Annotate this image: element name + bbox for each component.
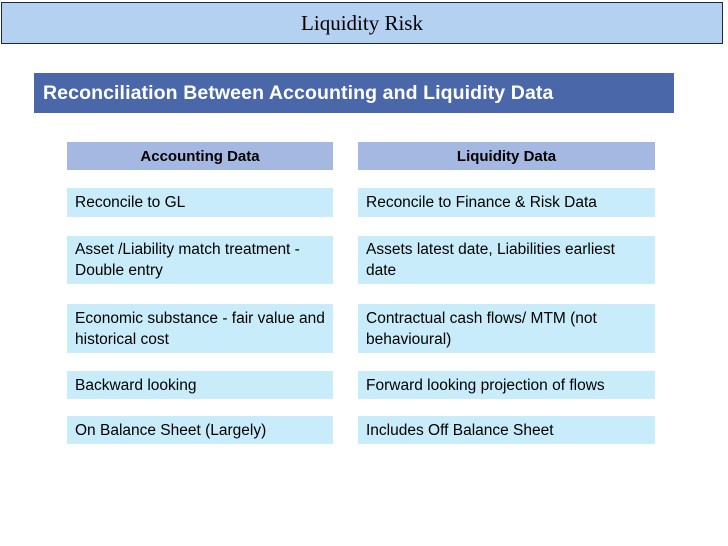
accounting-cell-asset-liability xyxy=(67,236,333,284)
accounting-cell-reconcile xyxy=(67,188,333,217)
accounting-cell-economic-substance xyxy=(67,304,333,353)
liquidity-data-header xyxy=(358,142,655,170)
section-header xyxy=(34,73,674,113)
liquidity-cell-text: Forward looking projection of flows xyxy=(366,376,605,394)
liquidity-cell-text: Assets latest date, Liabilities earliest date xyxy=(366,241,615,279)
accounting-cell-text: Reconcile to GL xyxy=(75,194,186,211)
liquidity-cell-text: Contractual cash flows/ MTM (not behavioural) xyxy=(366,309,597,348)
slide-title-bar xyxy=(1,2,723,44)
accounting-cell-text: Economic substance - fair value and historical cost xyxy=(75,309,325,348)
section-header-text: Reconciliation Between Accounting and Liquidity Data xyxy=(43,81,554,104)
accounting-cell-text: Backward looking xyxy=(75,376,197,394)
liquidity-cell-reconcile xyxy=(358,188,655,217)
accounting-cell-on-balance-sheet xyxy=(67,416,333,444)
accounting-data-header xyxy=(67,142,333,170)
accounting-cell-text: Asset /Liability match treatment - Double entry xyxy=(75,241,300,279)
liquidity-cell-text: Includes Off Balance Sheet xyxy=(366,421,554,439)
liquidity-data-header-label: Liquidity Data xyxy=(456,147,557,165)
liquidity-cell-off-balance-sheet xyxy=(358,416,655,444)
liquidity-cell-forward-looking xyxy=(358,371,655,399)
liquidity-cell-text: Reconcile to Finance & Risk Data xyxy=(366,194,597,211)
accounting-cell-text: On Balance Sheet (Largely) xyxy=(75,421,267,439)
slide-title: Liquidity Risk xyxy=(301,10,423,35)
liquidity-cell-asset-dates xyxy=(358,236,655,284)
accounting-data-header-label: Accounting Data xyxy=(140,147,260,165)
liquidity-cell-contractual-flows xyxy=(358,304,655,353)
accounting-cell-backward-looking xyxy=(67,371,333,399)
